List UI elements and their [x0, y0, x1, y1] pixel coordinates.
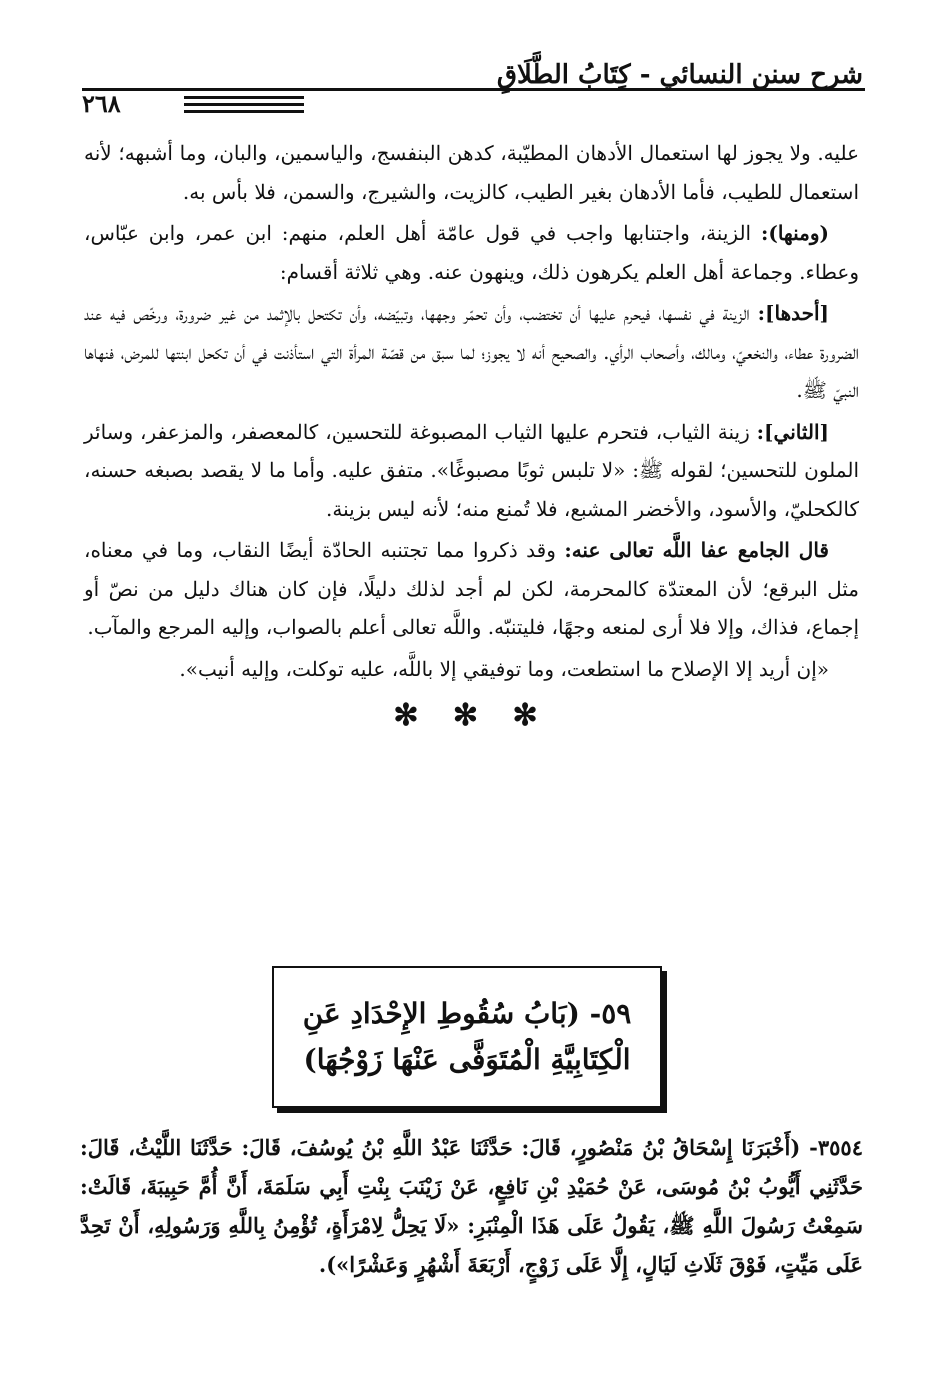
paragraph-4	[84, 413, 859, 529]
paragraph-2-lead: (ومنها):	[760, 221, 829, 245]
running-header-title: شرح سنن النسائي - كِتَابُ الطَّلَاقِ	[496, 60, 863, 90]
section-separator: ✻ ✻ ✻	[393, 698, 550, 733]
paragraph-6	[84, 650, 859, 689]
page-number-rules	[184, 96, 304, 117]
paragraph-6-text: «إن أريد إلا الإصلاح ما استطعت، وما توفيقي إلا باللَّه، عليه توكلت، وإليه أنيب».	[179, 656, 829, 681]
paragraph-1	[84, 134, 859, 211]
hadith-text-block	[80, 1128, 863, 1284]
page-number-block	[82, 89, 312, 119]
paragraph-3-text: الزينة في نفسها، فيحرم عليها أن تختضب، وأن تحمّر وجهها، وتبيّضه، وأن تكتحل بالإثمد من غير ضرورة، ورخّص فيه عند الضرورة عطاء، والنخعيّ، ومالك، وأصحاب الرأي. والصحيح أنه لا يجوز؛ لما سبق من قصّة المرأة التي استأذنت في أن تكحل ابنتها للمرض، فنهاها النبيّ ﷺ.	[84, 301, 859, 402]
hadith-3554: ٣٥٥٤- (أَخْبَرَنَا إِسْحَاقُ بْنُ مَنْصُورٍ، قَالَ: حَدَّثَنَا عَبْدُ اللَّهِ بْنُ يُوسُفَ، قَالَ: حَدَّثَنَا اللَّيْثُ، قَالَ: حَدَّثَنِي أَيُّوبُ بْنُ مُوسَى، عَنْ حُمَيْدِ بْنِ نَافِعٍ، عَنْ زَيْنَبَ بِنْتِ أَبِي سَلَمَةَ، أَنَّ أُمَّ حَبِيبَةَ، قَالَتْ: سَمِعْتُ رَسُولَ اللَّهِ ﷺ، يَقُولُ عَلَى هَذَا الْمِنْبَرِ: «لَا يَحِلُّ لِامْرَأَةٍ، تُؤْمِنُ بِاللَّهِ وَرَسُولِهِ، أَنْ تَحِدَّ عَلَى مَيِّتٍ، فَوْقَ ثَلَاثِ لَيَالٍ، إِلَّا عَلَى زَوْجٍ، أَرْبَعَةَ أَشْهُرٍ وَعَشْرًا»).	[80, 1135, 863, 1277]
paragraph-5	[84, 531, 859, 647]
page-number: ٢٦٨	[82, 89, 121, 118]
paragraph-5-text: وقد ذكروا مما تجتنبه الحادّة أيضًا النقاب، وما في معناه، مثل البرقع؛ لأن المعتدّة كالمحرمة، لكن لم أجد لذلك دليلًا، فإن كان هناك دليل من نصّ أو إجماع، فذاك، وإلا فلا أرى لمنعه وجهًا، فليتنبّه. واللَّه تعالى أعلم بالصواب، وإليه المرجع والمآب.	[84, 538, 859, 639]
paragraph-2	[84, 214, 859, 291]
paragraph-2-text: الزينة، واجتنابها واجب في قول عامّة أهل العلم، منهم: ابن عمر، وابن عبّاس، وعطاء. وجماعة أهل العلم يكرهون ذلك، وينهون عنه. وهي ثلاثة أقسام:	[84, 221, 859, 284]
paragraph-3-lead: [أحدها]:	[757, 301, 829, 325]
commentary-body	[84, 134, 859, 734]
paragraph-1-text: عليه. ولا يجوز لها استعمال الأدهان المطيّبة، كدهن البنفسج، والياسمين، والبان، وما أشبهه؛ لأنه استعمال للطيب، فأما الأدهان بغير الطيب، كالزيت، والشيرج، والسمن، فلا بأس به.	[84, 141, 859, 204]
paragraph-4-text: زينة الثياب، فتحرم عليها الثياب المصبوغة للتحسين، كالمعصفر، والمزعفر، وسائر الملون للتحسين؛ لقوله ﷺ: «لا تلبس ثوبًا مصبوغًا». متفق عليه. وأما ما لا يقصد بصبغه حسنه، كالكحليّ، والأسود، والأخضر المشبع، فلا تُمنع منه؛ لأنه ليس بزينة.	[84, 419, 859, 521]
chapter-title-line-1: ٥٩- (بَابُ سُقُوطِ الإِحْدَادِ عَنِ	[302, 997, 632, 1030]
chapter-title-box	[272, 966, 662, 1108]
paragraph-5-lead: قال الجامع عفا اللَّه تعالى عنه:	[564, 538, 829, 562]
paragraph-3	[84, 294, 859, 410]
paragraph-4-lead: [الثاني]:	[756, 419, 829, 444]
chapter-title-line-2: الْكِتَابِيَّةِ الْمُتَوَفَّى عَنْهَا زَوْجُهَا)	[303, 1043, 631, 1076]
header-rule	[82, 88, 865, 91]
